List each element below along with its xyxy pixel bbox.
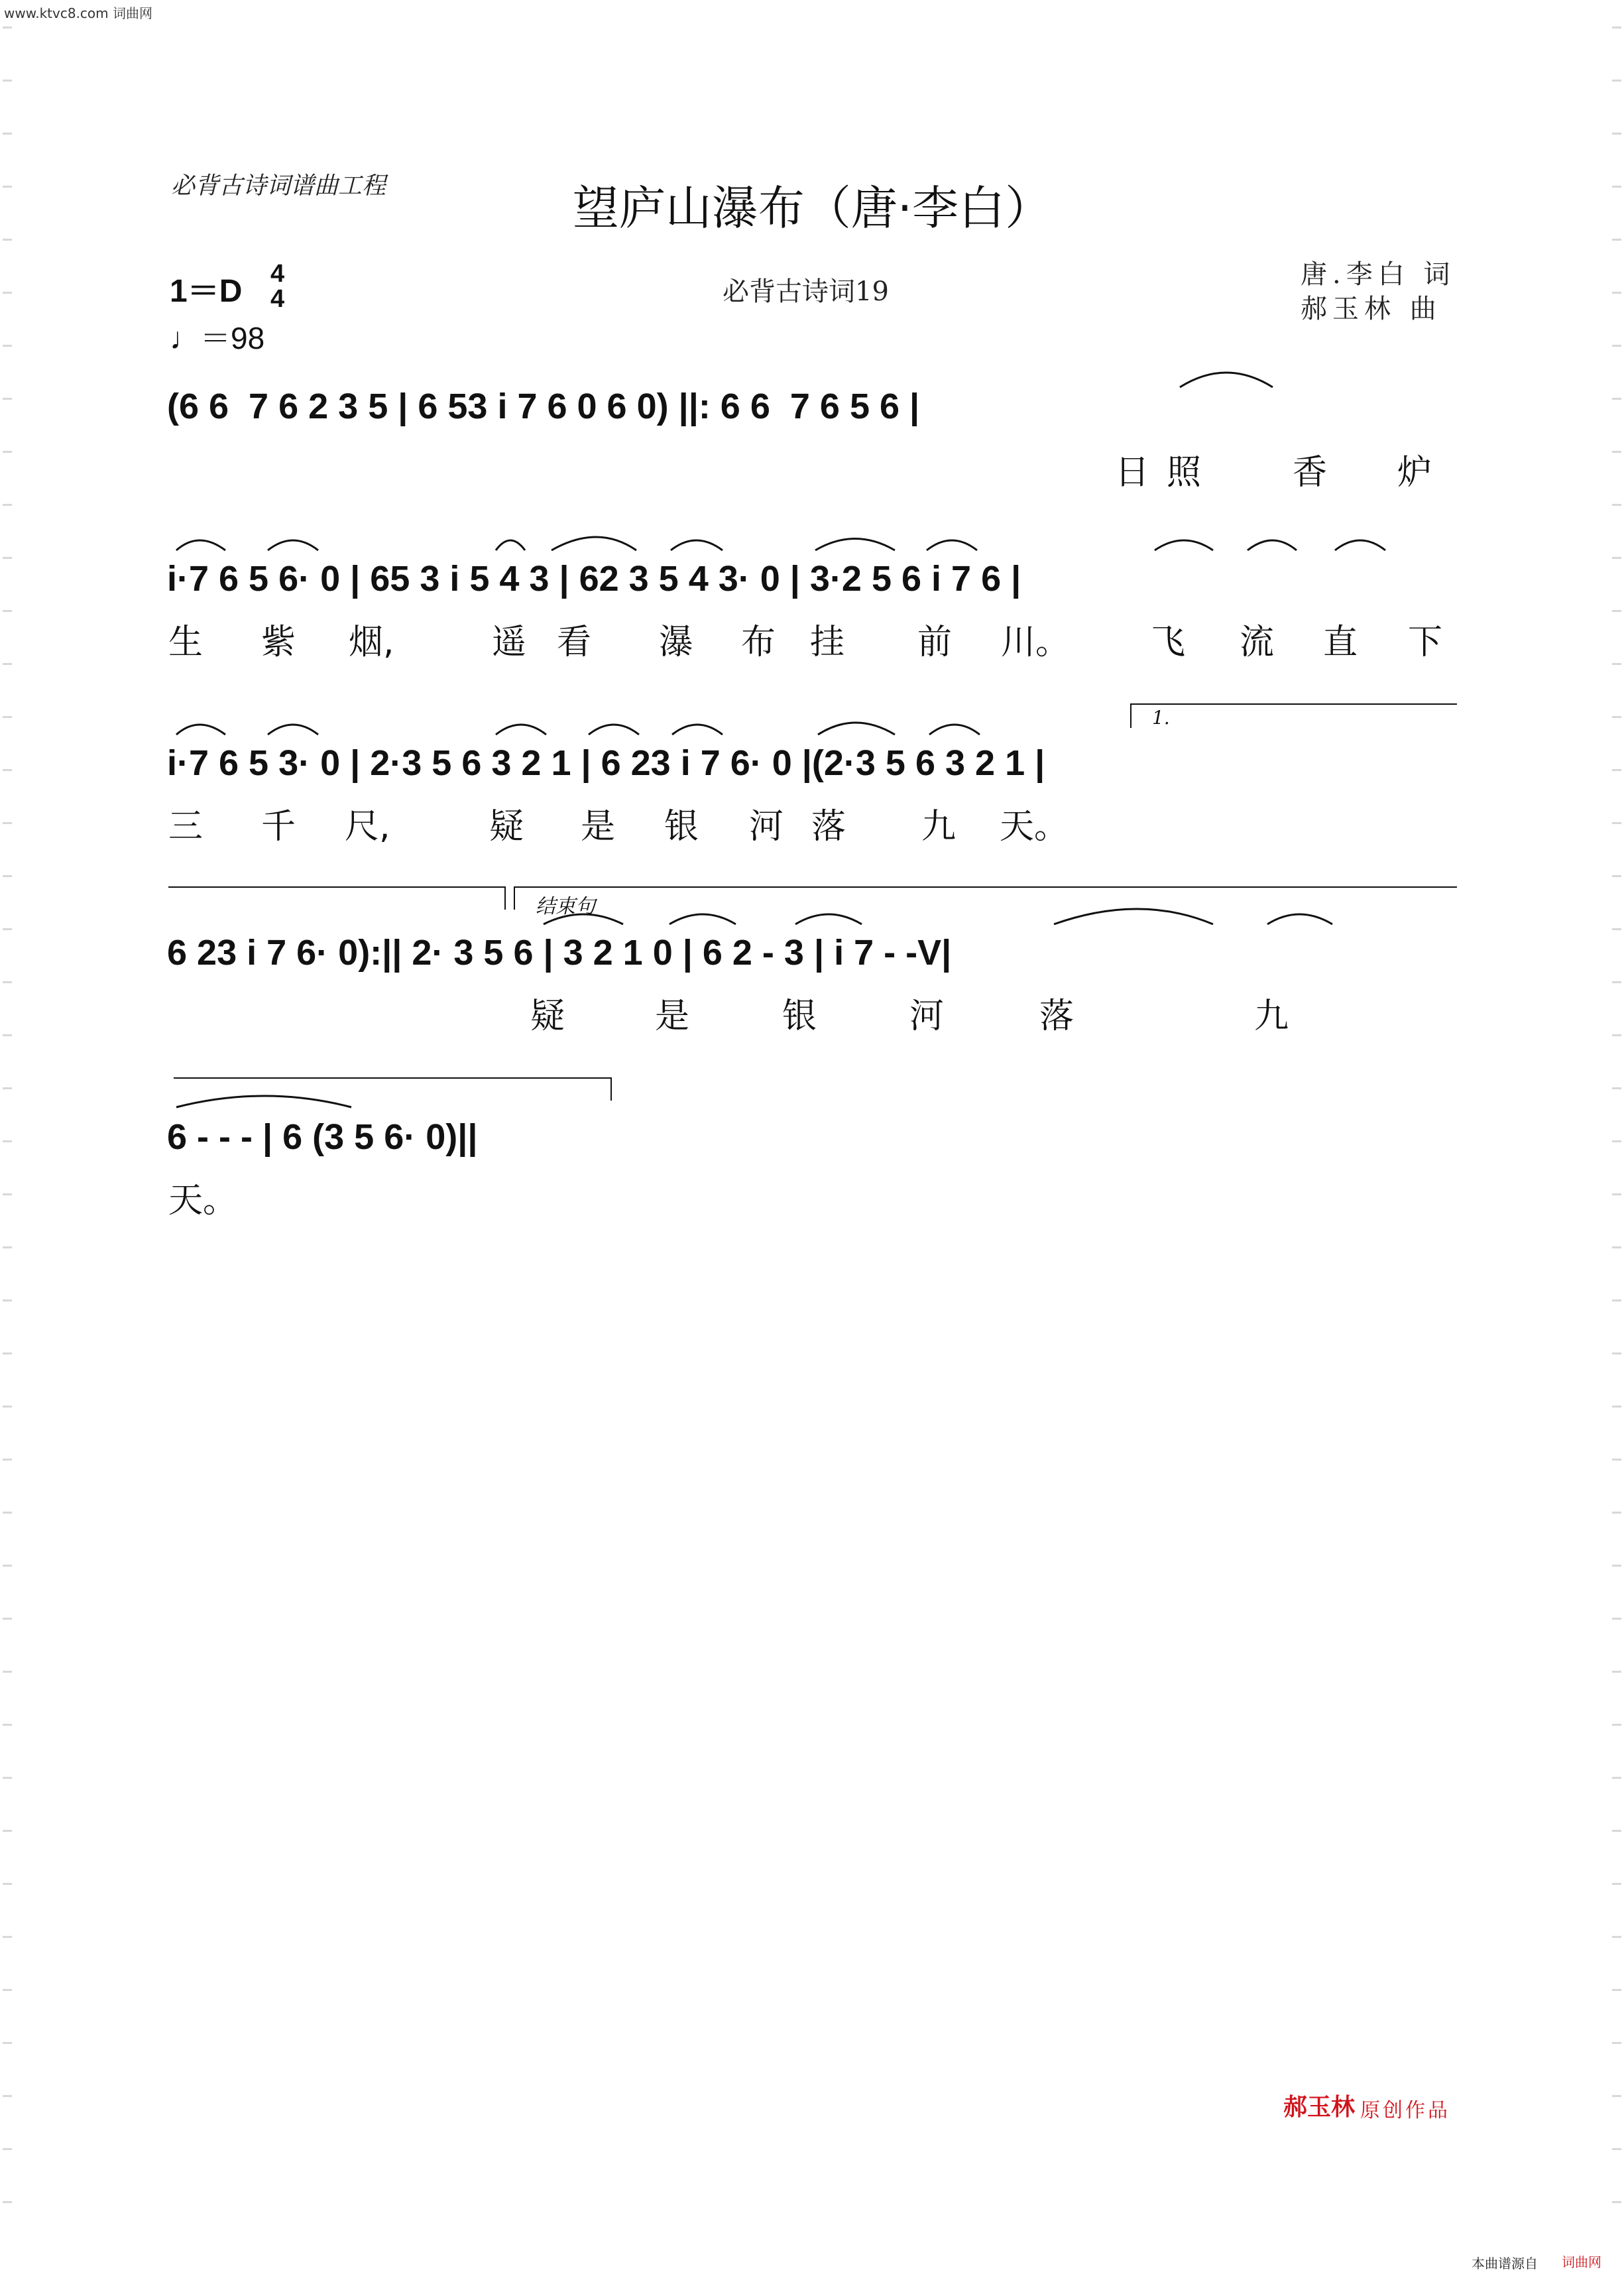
slur xyxy=(929,725,980,735)
lyric: 直 xyxy=(1323,623,1358,662)
lyric: 挂 xyxy=(810,623,845,662)
site-watermark: www.ktvc8.com 词曲网 xyxy=(4,5,153,21)
lyric: 看 xyxy=(557,623,592,662)
lyric: 下 xyxy=(1408,623,1443,662)
ending-label: 结束句 xyxy=(536,896,595,918)
brand-name: 郝玉林 xyxy=(1283,2093,1356,2121)
slur xyxy=(496,725,546,735)
key-signature: 1＝D xyxy=(170,274,243,309)
score-line-3-notes: i·7 6 5 3· 0 | 2·3 5 6 3 2 1 | 6 23 i 7 6· 0 |(2·3 5 6 3 2 1 | xyxy=(167,743,1045,783)
slur xyxy=(544,914,623,924)
tempo-marking: ♩＝98 xyxy=(170,321,265,355)
collection-label: 必背古诗词谱曲工程 xyxy=(171,172,386,200)
lyric: 九 xyxy=(921,807,957,847)
lyric: 飞 xyxy=(1151,623,1186,662)
lyric: 九 xyxy=(1254,996,1289,1036)
lyricist-credit: 唐.李白 词 xyxy=(1301,259,1456,290)
volta-bracket xyxy=(1131,704,1457,728)
lyric: 布 xyxy=(741,623,776,662)
score-line-2-notes: i·7 6 5 6· 0 | 65 3 i 5 4 3 | 62 3 5 4 3· 0 | 3·2 5 6 i 7 6 | xyxy=(167,559,1021,599)
lyric: 尺, xyxy=(345,807,390,847)
time-signature-top: 4 xyxy=(270,260,285,288)
lyric: 川。 xyxy=(1001,623,1071,662)
lyric: 是 xyxy=(581,807,616,847)
slur xyxy=(1335,540,1385,550)
score-line-1-notes: (6 6 7 6 2 3 5 | 6 53 i 7 6 0 6 0) ||: 6 6 7 6 5 6 | xyxy=(167,387,920,426)
subtitle: 必背古诗词19 xyxy=(723,276,889,307)
slur xyxy=(176,1096,351,1107)
slur xyxy=(1267,914,1332,924)
lyric: 遥 xyxy=(492,623,527,662)
slur xyxy=(589,725,639,735)
lyric: 香 xyxy=(1293,453,1328,493)
slur xyxy=(927,540,977,550)
score-line-4-notes: 6 23 i 7 6· 0):|| 2· 3 5 6 | 3 2 1 0 | 6 2 - 3 | i 7 - -V| xyxy=(167,933,952,973)
lyric: 瀑 xyxy=(659,623,694,662)
lyric: 河 xyxy=(749,807,784,847)
lyric: 三 xyxy=(168,807,203,847)
slur xyxy=(268,725,318,735)
lyric: 疑 xyxy=(530,996,565,1036)
slur xyxy=(176,540,225,550)
lyric: 生 xyxy=(168,623,203,662)
slur xyxy=(1054,909,1213,924)
lyric: 烟, xyxy=(349,623,394,662)
ending-bracket xyxy=(514,887,1457,910)
lyric: 前 xyxy=(917,623,953,662)
lyric: 千 xyxy=(261,807,296,847)
lyric: 疑 xyxy=(489,807,524,847)
lyric: 银 xyxy=(782,996,817,1036)
slur xyxy=(672,725,723,735)
slur xyxy=(496,540,525,550)
slur xyxy=(1180,373,1273,387)
page-title: 望庐山瀑布（唐·李白） xyxy=(572,181,1052,235)
lyric: 河 xyxy=(909,996,945,1036)
slur xyxy=(1247,540,1297,550)
composer-credit: 郝玉林 曲 xyxy=(1301,294,1442,324)
slur xyxy=(268,540,318,550)
slur xyxy=(671,540,723,550)
lyric: 落 xyxy=(1039,996,1074,1036)
lyric: 天。 xyxy=(168,1181,238,1221)
lyric: 照 xyxy=(1167,453,1202,493)
brand-suffix: 原创作品 xyxy=(1360,2099,1450,2122)
lyric: 银 xyxy=(664,807,699,847)
slur xyxy=(1155,540,1213,550)
lyric: 流 xyxy=(1240,623,1275,662)
slur xyxy=(669,914,736,924)
lyric: 天。 xyxy=(1000,807,1069,847)
slur xyxy=(795,914,862,924)
slur xyxy=(551,537,636,550)
lyric: 日 xyxy=(1115,453,1150,493)
lyric: 紫 xyxy=(261,623,296,662)
source-logo: 词曲网 xyxy=(1562,2254,1601,2270)
slur xyxy=(176,725,225,735)
slur xyxy=(815,539,895,551)
score-line-5-notes: 6 - - - | 6 (3 5 6· 0)|| xyxy=(167,1117,478,1157)
source-note: 本曲谱源自 xyxy=(1472,2255,1538,2271)
volta-label: 1. xyxy=(1152,707,1170,729)
slur xyxy=(818,723,895,735)
time-signature-bottom: 4 xyxy=(270,285,285,313)
volta-bracket xyxy=(168,887,505,910)
lyric: 是 xyxy=(655,996,690,1036)
lyric: 炉 xyxy=(1397,453,1432,493)
lyric: 落 xyxy=(811,807,846,847)
